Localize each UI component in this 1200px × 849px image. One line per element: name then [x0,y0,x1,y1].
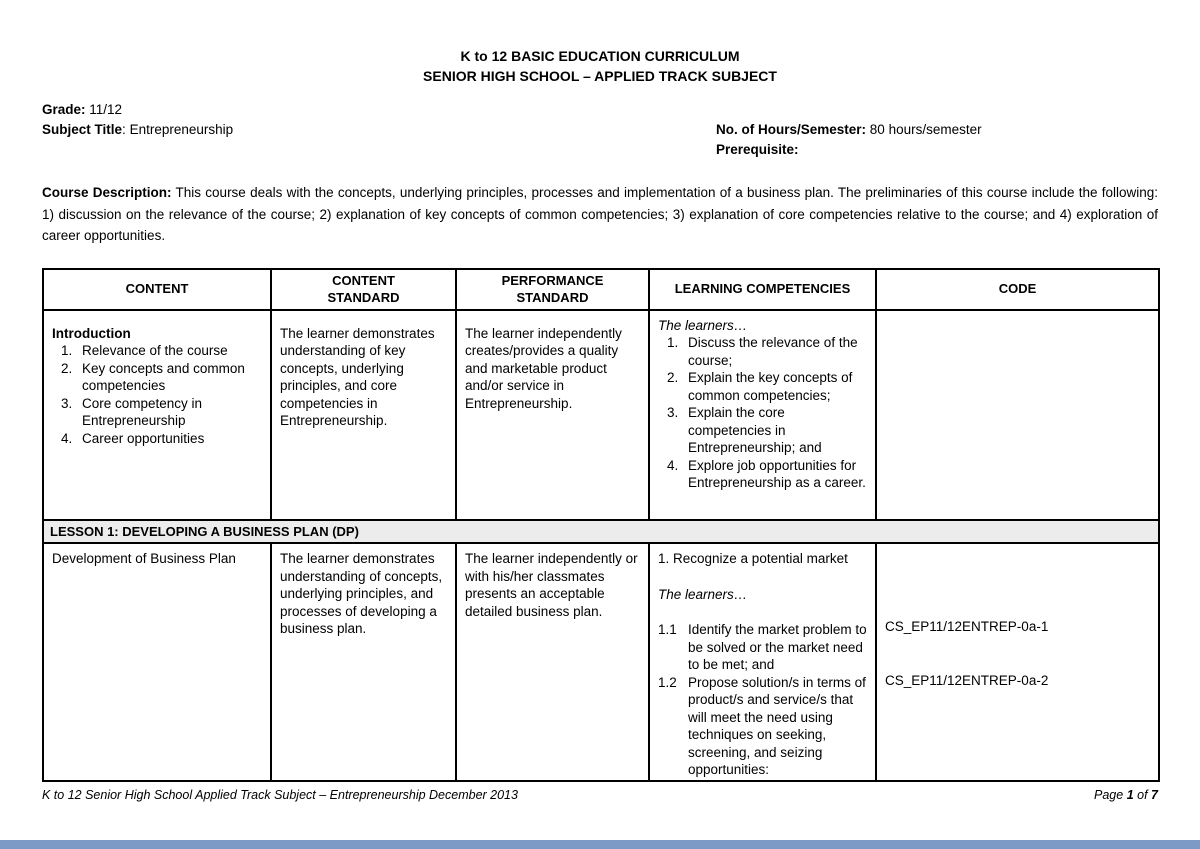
cell-code-intro [876,310,1159,520]
cell-content-intro [43,310,271,520]
meta-left [42,100,1158,140]
cell-competencies-intro [649,310,876,520]
cell-performance-standard-intro [456,310,649,520]
grade-label: Grade: [42,102,86,117]
table-header-row [43,269,1159,310]
performance-standard-text: The learner independently creates/provides a quality and marketable product and/or service in Entrepreneurship. [465,325,622,411]
content-standard-text: The learner demonstrates understanding of key concepts, underlying principles, and core competencies in Entrepreneurship. [280,325,435,428]
course-description [42,182,1158,247]
cell-competencies-bp [649,543,876,781]
hours-label: No. of Hours/Semester: [716,122,867,137]
cell-content-standard-intro [271,310,456,520]
meta-section [42,100,1158,157]
page-total: 7 [1151,788,1158,802]
competency-item: 1. Discuss the relevance of the course; [682,334,867,369]
header-learning-competencies: LEARNING COMPETENCIES [649,269,876,310]
subject-title-label: Subject Title [42,122,123,137]
course-description-label: Course Description: [42,185,172,200]
footer-page-indicator [1094,786,1158,804]
content-item: 4. Career opportunities [76,430,262,448]
subject-separator: : [122,122,126,137]
learners-intro: The learners… [658,317,748,333]
header-code: CODE [876,269,1159,310]
subject-line [42,120,1158,140]
doc-header [42,46,1158,86]
competency-item-text: Propose solution/s in terms of product/s and service/s that will meet the need using techniques on seeking, screening, and seizing opportunities: [688,674,866,777]
table-row-introduction [43,310,1159,520]
page-number: 1 [1126,788,1134,802]
doc-title-line1: K to 12 BASIC EDUCATION CURRICULUM [460,48,740,64]
hours-line [716,120,982,140]
competency-item [658,621,867,674]
bottom-blue-bar [0,840,1200,849]
page-label: Page [1094,788,1124,802]
curriculum-table [42,268,1160,783]
content-item: 1. Relevance of the course [76,342,262,360]
cell-code-bp [876,543,1159,781]
code-value: CS_EP11/12ENTREP-0a-2 [885,672,1049,688]
prerequisite-line [716,140,982,160]
table-row-business-plan [43,543,1159,781]
hours-value: 80 hours/semester [869,122,982,137]
grade-value: 11/12 [89,102,123,117]
learners-intro: The learners… [658,586,748,602]
header-content: CONTENT [43,269,271,310]
lesson-banner-row [43,520,1159,544]
header-content-standard: CONTENT STANDARD [271,269,456,310]
subject-title-value: Entrepreneurship [129,122,234,137]
code-value: CS_EP11/12ENTREP-0a-1 [885,619,1049,634]
doc-title-line2: SENIOR HIGH SCHOOL – APPLIED TRACK SUBJECT [423,68,777,84]
cell-content-standard-bp [271,543,456,781]
content-standard-text: The learner demonstrates understanding of concepts, underlying principles, and processes of developing a business plan. [280,551,443,636]
header-performance-standard: PERFORMANCE STANDARD [456,269,649,310]
prerequisite-label: Prerequisite: [716,142,799,157]
competency-item [658,674,867,779]
grade-line [42,100,1158,120]
performance-standard-text: The learner independently or with his/her classmates presents an acceptable detailed business plan. [465,551,638,619]
of-label: of [1137,788,1148,802]
competency-item-number: 1.2 [658,674,677,690]
competency-item-number: 1.1 [658,622,677,637]
competency-heading: 1. Recognize a potential market [658,551,848,566]
lesson-banner: LESSON 1: DEVELOPING A BUSINESS PLAN (DP) [43,520,1159,544]
content-title: Introduction [52,325,131,341]
competency-item: 4. Explore job opportunities for Entrepreneurship as a career. [682,457,867,492]
competency-sublist [658,621,867,779]
cell-performance-standard-bp [456,543,649,781]
meta-right [716,120,982,160]
content-text: Development of Business Plan [52,551,236,566]
content-item: 3. Core competency in Entrepreneurship [76,395,262,430]
content-item-list [52,342,262,447]
competency-item: 3. Explain the core competencies in Entrepreneurship; and [682,404,867,457]
footer-left-text: K to 12 Senior High School Applied Track Subject – Entrepreneurship December 2013 [42,788,518,802]
competency-item: 2. Explain the key concepts of common competencies; [682,369,867,404]
competency-list [658,334,867,492]
page-footer [0,786,1200,804]
content-item: 2. Key concepts and common competencies [76,360,262,395]
competency-item-text: Identify the market problem to be solved or the market need to be met; and [688,622,867,672]
course-description-text: This course deals with the concepts, underlying principles, processes and implementation of a business plan. The preliminaries of this course include the following: 1) discussion on the relevance of the course; 2) explanation of key concepts of common competencies; 3) explanation of core competencies relative to the course; and 4) exploration of career opportunities. [42,185,1158,243]
cell-content-bp [43,543,271,781]
